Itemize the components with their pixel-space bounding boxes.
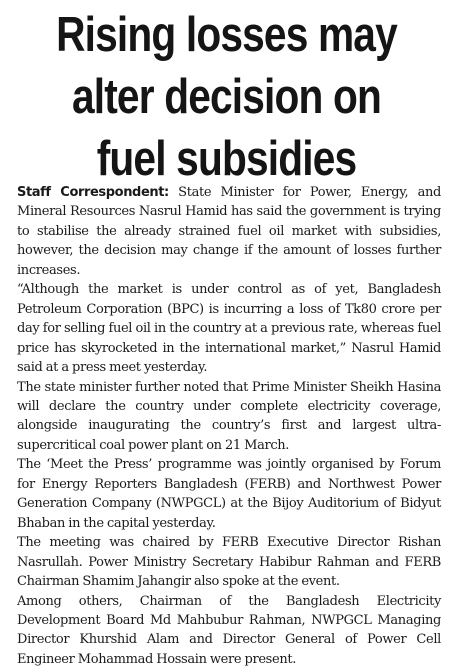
article-body xyxy=(17,183,441,669)
article-paragraph-1 xyxy=(17,183,441,280)
paragraph-text-1: State Minister for Power, Energy, and Mineral Resources Nasrul Hamid has said the government is trying to stabilise the already strained fuel oil market with subsidies, however, the decision may change if the amount of losses further increases. xyxy=(17,185,441,278)
article-paragraph-3: The state minister further noted that Prime Minister Sheikh Hasina will declare the country under complete electricity coverage, alongside inaugurating the country’s first and largest ultra-supercritical coal power plant on 21 March. xyxy=(17,379,441,453)
headline-line-1: Rising losses may xyxy=(56,8,397,62)
headline-line-3: fuel subsidies xyxy=(96,132,357,186)
article-paragraph-5: The meeting was chaired by FERB Executive Director Rishan Nasrullah. Power Ministry Secretary Habibur Rahman and FERB Chairman Shamim Jahangir also spoke at the event. xyxy=(17,535,441,590)
article-paragraph-6: Among others, Chairman of the Bangladesh Electricity Development Board Md Mahbubur Rahman, NWPGCL Managing Director Khurshid Alam and Director General of Power Cell Engineer Mohammad Hossain were present. xyxy=(17,593,441,667)
byline: Staff Correspondent: xyxy=(17,185,169,200)
article-paragraph-4: The ‘Meet the Press’ programme was jointly organised by Forum for Energy Reporters Bangladesh (FERB) and Northwest Power Generation Company (NWPGCL) at the Bijoy Auditorium of Bidyut Bhaban in the capital yesterday. xyxy=(17,457,441,531)
headline xyxy=(39,4,415,190)
article-paragraph-2: “Although the market is under control as of yet, Bangladesh Petroleum Corporation (BPC) is incurring a loss of Tk80 crore per day for selling fuel oil in the country at a previous rate, whereas fuel price has skyrocketed in the international market,” Nasrul Hamid said at a press meet yesterday. xyxy=(17,282,441,376)
headline-line-2: alter decision on xyxy=(71,70,382,124)
